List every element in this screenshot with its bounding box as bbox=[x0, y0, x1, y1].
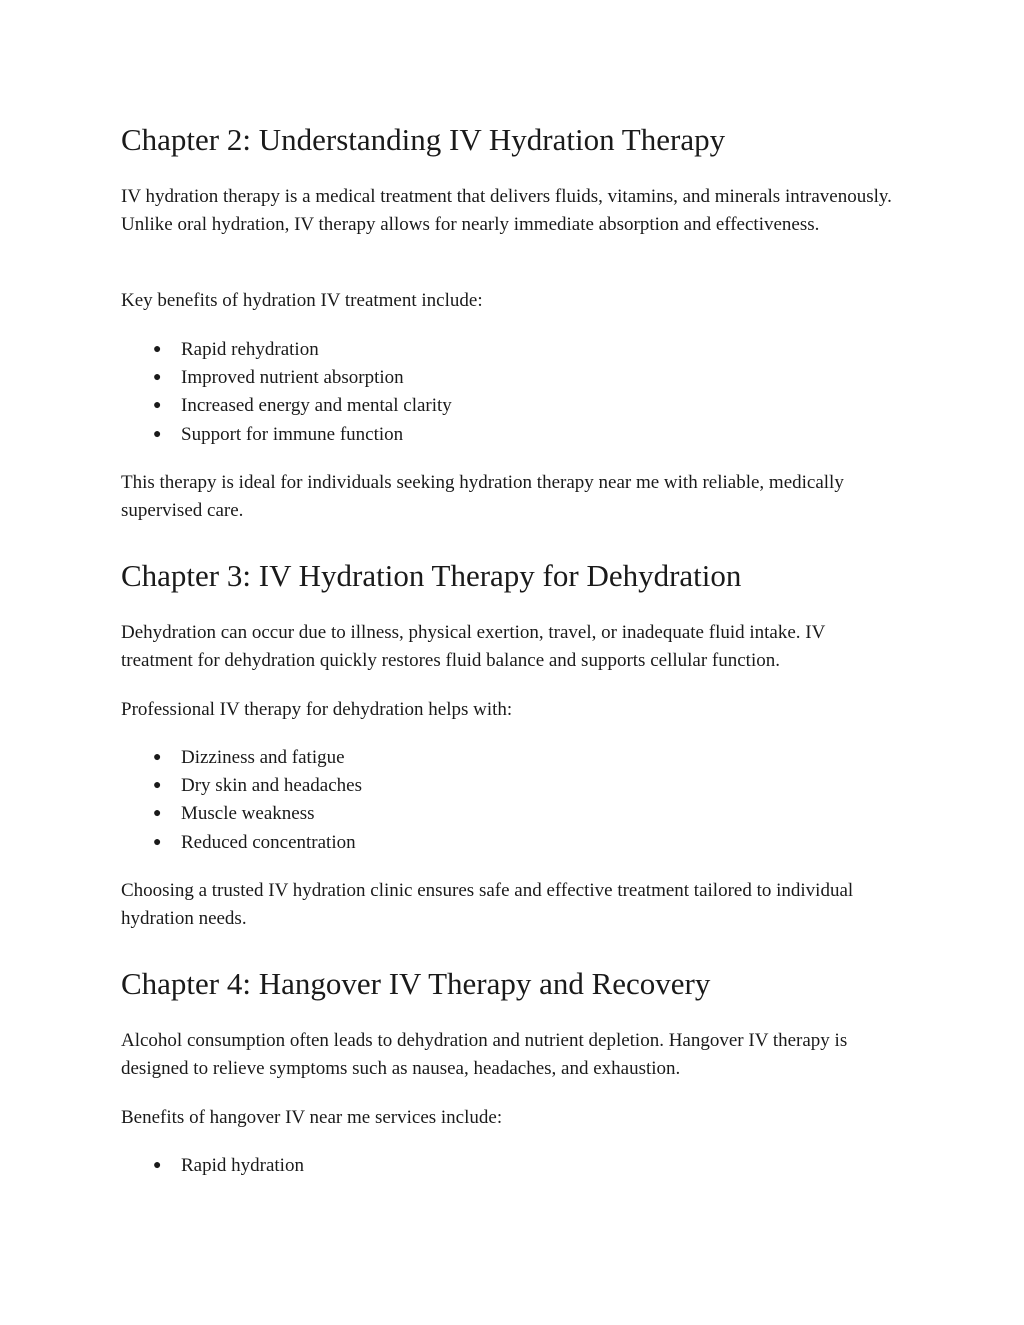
chapter-2-intro-paragraph: IV hydration therapy is a medical treatment that delivers fluids, vitamins, and minerals intravenously. Unlike oral hydration, IV therapy allows for nearly immediate absorption and effectiveness. bbox=[121, 186, 892, 235]
bullet-icon: ● bbox=[153, 778, 162, 794]
chapter-3-intro-paragraph: Dehydration can occur due to illness, physical exertion, travel, or inadequate fluid intake. IV treatment for dehydration quickly restores fluid balance and supports cellular function. bbox=[121, 622, 826, 671]
list-item: ● Increased energy and mental clarity bbox=[121, 392, 901, 420]
bullet-icon: ● bbox=[153, 426, 162, 442]
list-item: ● Support for immune function bbox=[121, 421, 901, 449]
chapter-2-list-intro: Key benefits of hydration IV treatment include: bbox=[121, 290, 483, 311]
chapter-2-benefits-list bbox=[121, 336, 901, 449]
bullet-icon: ● bbox=[153, 1158, 162, 1173]
bullet-icon: ● bbox=[153, 834, 162, 850]
list-item: ● Dizziness and fatigue bbox=[121, 744, 901, 772]
list-item: ● Rapid rehydration bbox=[121, 336, 901, 364]
chapter-4-heading: Chapter 4: Hangover IV Therapy and Recovery bbox=[121, 966, 711, 1001]
chapter-3-symptoms-list bbox=[121, 744, 901, 857]
chapter-2-closing-paragraph: This therapy is ideal for individuals seeking hydration therapy near me with reliable, medically supervised care. bbox=[121, 472, 844, 521]
list-item: ● Muscle weakness bbox=[121, 800, 901, 828]
chapter-3-closing-paragraph: Choosing a trusted IV hydration clinic ensures safe and effective treatment tailored to individual hydration needs. bbox=[121, 880, 854, 929]
list-item: ● Improved nutrient absorption bbox=[121, 364, 901, 392]
bullet-icon: ● bbox=[153, 370, 162, 386]
chapter-4-intro-paragraph: Alcohol consumption often leads to dehydration and nutrient depletion. Hangover IV therapy is designed to relieve symptoms such as nausea, headaches, and exhaustion. bbox=[121, 1030, 848, 1079]
list-item: ● Rapid hydration bbox=[121, 1152, 901, 1180]
chapter-4-benefits-list bbox=[121, 1152, 901, 1180]
bullet-icon: ● bbox=[153, 398, 162, 414]
bullet-icon: ● bbox=[153, 806, 162, 822]
list-item: ● Dry skin and headaches bbox=[121, 772, 901, 800]
chapter-3-list-intro: Professional IV therapy for dehydration helps with: bbox=[121, 699, 513, 720]
chapter-4-list-intro: Benefits of hangover IV near me services include: bbox=[121, 1107, 503, 1128]
list-item: ● Reduced concentration bbox=[121, 829, 901, 857]
chapter-3-heading: Chapter 3: IV Hydration Therapy for Dehydration bbox=[121, 558, 742, 593]
bullet-icon: ● bbox=[153, 342, 162, 357]
chapter-2-heading: Chapter 2: Understanding IV Hydration Therapy bbox=[121, 122, 726, 157]
bullet-icon: ● bbox=[153, 750, 162, 765]
